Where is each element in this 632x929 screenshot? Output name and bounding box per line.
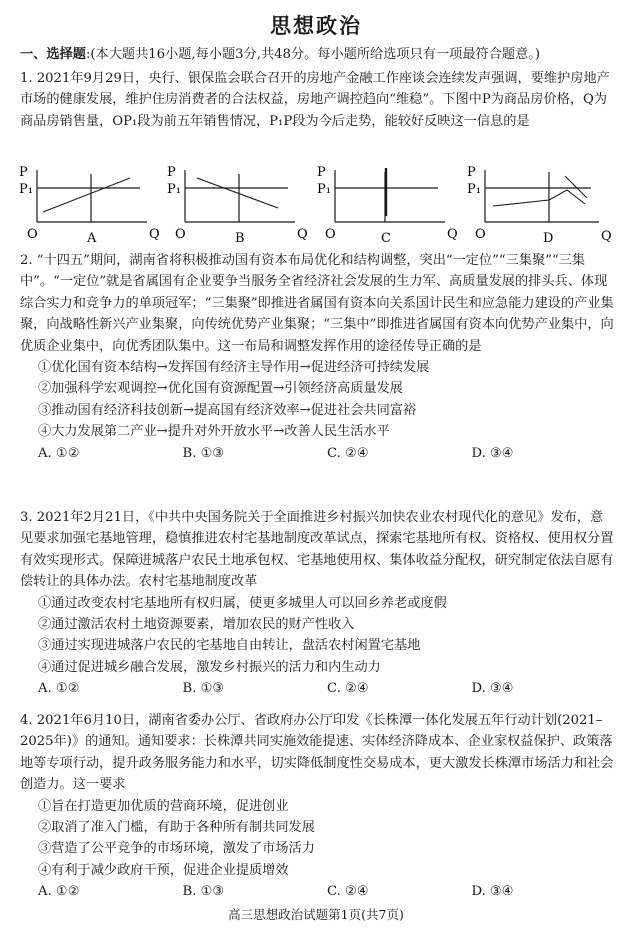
trend-line — [197, 178, 278, 208]
section-header — [20, 45, 620, 65]
label-o: O — [325, 227, 336, 242]
question-2-stem: 2. “十四五”期间，湖南省将积极推动国有资本布局优化和结构调整，突出“一定位”“三集聚”“三集中”。“一定位”就是省属国有企业要争当服务全省经济社会发展的生力军、高质量发展的排头兵、体现综合实力和竞争力的单项冠军；“三集聚”即推进省属国有资本向关系国计民生和应急能力建设的产业集聚，向战略性新兴产业集聚，向传统优势产业集聚；“三集中”即推进省属国有资本向优势产业集中，向优质企业集中，向优秀团队集中。这一布局和调整发挥作用的途径传导正确的是 — [20, 253, 614, 354]
label-o: O — [475, 227, 486, 242]
label-p: P — [317, 165, 326, 180]
question-4-option-2: ②取消了准入门槛，有助于各种所有制共同发展 — [38, 820, 315, 836]
graph-c — [313, 160, 458, 245]
question-1-graphs — [15, 160, 615, 245]
question-4-option-3: ③营造了公平竞争的市场环境，激发了市场活力 — [38, 841, 315, 857]
choice-c[interactable]: C. ②④ — [327, 681, 369, 697]
question-3-option-2: ②通过激活农村土地资源要素，增加农民的财产性收入 — [38, 617, 355, 633]
question-3 — [20, 507, 616, 700]
graph-b — [163, 160, 308, 245]
question-3-option-4: ④通过促进城乡融合发展，激发乡村振兴的活力和内生动力 — [38, 659, 381, 675]
label-p1: P₁ — [19, 182, 33, 197]
choice-b[interactable]: B. ①③ — [182, 681, 225, 697]
label-q: Q — [297, 227, 308, 242]
choice-a[interactable]: A. ①② — [38, 884, 80, 900]
choice-d[interactable]: D. ③④ — [471, 445, 514, 461]
question-2-choices — [20, 443, 616, 464]
label-o: O — [175, 227, 186, 242]
question-4-stem: 4. 2021年6月10日，湖南省委办公厅、省政府办公厅印发《长株潭一体化发展五年行动计划(2021–2025年)》的通知。通知要求：长株潭共同实施效能提速、实体经济降成本、企业家权益保护、政策落地等专项行动，提升政务服务能力和水平，切实降低制度性交易成本，更大激发长株潭市场活力和社会创造力。这一要求 — [20, 713, 614, 793]
question-1 — [20, 68, 616, 132]
choice-b[interactable]: B. ①③ — [182, 884, 225, 900]
label-o: O — [27, 227, 38, 242]
label-p: P — [467, 165, 476, 180]
question-3-stem: 3. 2021年2月21日，《中共中央国务院关于全面推进乡村振兴加快农业农村现代化的意见》发布，意见要求加强宅基地管理，稳慎推进农村宅基地制度改革试点，探索宅基地所有权、资格权、使用权分置有效实现形式。保障进城落户农民土地承包权、宅基地使用权、集体收益分配权，研究制定依法自愿有偿转让的具体办法。农村宅基地制度改革 — [20, 510, 614, 590]
choice-d[interactable]: D. ③④ — [471, 884, 514, 900]
label-p: P — [167, 165, 176, 180]
question-4-option-1: ①旨在打造更加优质的营商环境，促进创业 — [38, 798, 289, 814]
graph-d — [463, 160, 613, 245]
trend-line — [43, 178, 130, 212]
graph-label: C — [381, 231, 391, 245]
label-p1: P₁ — [317, 182, 331, 197]
question-4 — [20, 710, 616, 903]
section-note: :(本大题共16小题,每小题3分,共48分。每小题所给选项只有一项最符合题意。) — [85, 47, 541, 62]
label-q: Q — [601, 229, 612, 244]
question-3-option-1: ①通过改变农村宅基地所有权归属，使更多城里人可以回乡养老或度假 — [38, 595, 447, 611]
choice-c[interactable]: C. ②④ — [327, 445, 369, 461]
label-q: Q — [149, 227, 160, 242]
choice-a[interactable]: A. ①② — [38, 681, 80, 697]
question-2-option-3: ③推动国有经济科技创新→提高国有经济效率→促进社会共同富裕 — [38, 402, 417, 418]
question-2 — [20, 250, 616, 464]
trend-line-upper — [565, 176, 587, 198]
question-2-option-1: ①优化国有资本结构→发挥国有经济主导作用→促进经济可持续发展 — [38, 360, 430, 376]
graph-label: A — [87, 231, 97, 245]
graph-a — [15, 160, 160, 245]
question-4-choices — [20, 881, 616, 902]
page-footer: 高三思想政治试题第1页(共7页) — [228, 907, 404, 922]
choice-c[interactable]: C. ②④ — [327, 884, 369, 900]
label-p1: P₁ — [167, 182, 181, 197]
label-p1: P₁ — [467, 182, 481, 197]
question-2-option-2: ②加强科学宏观调控→优化国有资源配置→引领经济高质量发展 — [38, 381, 403, 397]
graph-label: B — [235, 231, 245, 245]
choice-b[interactable]: B. ①③ — [182, 445, 225, 461]
trend-line — [493, 190, 585, 206]
label-p: P — [19, 165, 28, 180]
question-3-option-3: ③通过实现进城落户农民的宅基地自由转让，盘活农村闲置宅基地 — [38, 638, 421, 654]
label-q: Q — [447, 227, 458, 242]
graph-label: D — [543, 231, 554, 245]
question-2-option-4: ④大力发展第二产业→提升对外开放水平→改善人民生活水平 — [38, 424, 390, 440]
section-heading: 一、选择题 — [20, 47, 86, 62]
page-title: 思想政治 — [270, 14, 362, 38]
question-3-choices — [20, 678, 616, 699]
choice-a[interactable]: A. ①② — [38, 445, 80, 461]
question-4-option-4: ④有利于减少政府干预，促进企业提质增效 — [38, 862, 289, 878]
question-1-stem: 1. 2021年9月29日，央行、银保监会联合召开的房地产金融工作座谈会连续发声强调，要维护房地产市场的健康发展，维护住房消费者的合法权益，房地产调控趋向“维稳”。下图中P为商品房价格，Q为商品房销售量，OP₁段为前五年销售情况，P₁P段为今后走势，能较好反映这一信息的是 — [20, 71, 610, 129]
choice-d[interactable]: D. ③④ — [471, 681, 514, 697]
